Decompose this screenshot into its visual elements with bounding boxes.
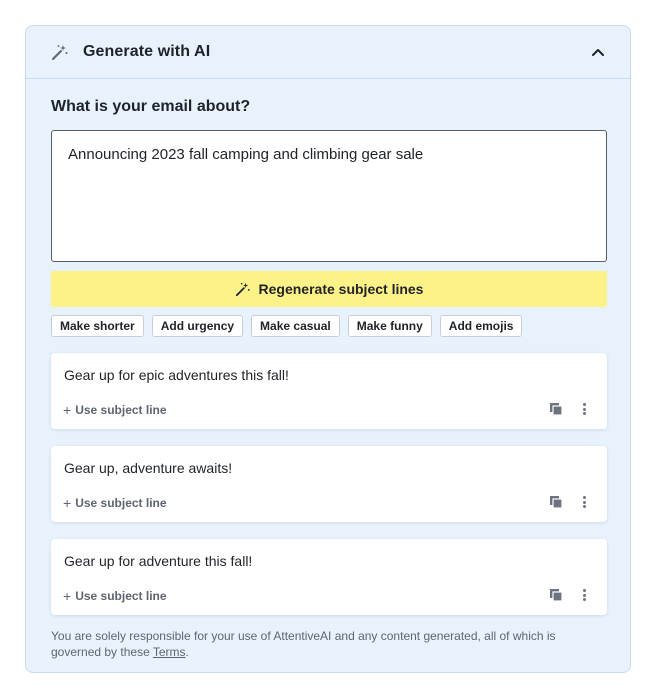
chip-add-urgency[interactable]: Add urgency bbox=[152, 315, 243, 337]
suggestion-card bbox=[51, 539, 607, 615]
copy-icon[interactable] bbox=[549, 402, 563, 416]
copy-icon[interactable] bbox=[549, 495, 563, 509]
magic-wand-icon bbox=[235, 281, 251, 297]
more-options-icon[interactable] bbox=[579, 494, 589, 510]
refine-chips bbox=[51, 315, 605, 337]
panel-body bbox=[26, 98, 630, 660]
use-subject-line-label: Use subject line bbox=[75, 403, 167, 417]
panel-title: Generate with AI bbox=[83, 43, 211, 60]
suggestion-text: Gear up for adventure this fall! bbox=[64, 553, 253, 569]
panel-header[interactable] bbox=[26, 26, 630, 79]
prompt-textarea[interactable]: Announcing 2023 fall camping and climbing gear sale bbox=[51, 130, 607, 262]
plus-icon: + bbox=[63, 588, 72, 604]
suggestion-text: Gear up for epic adventures this fall! bbox=[64, 367, 289, 383]
use-subject-line-button[interactable] bbox=[63, 402, 167, 418]
chip-make-casual[interactable]: Make casual bbox=[251, 315, 340, 337]
suggestion-card bbox=[51, 446, 607, 522]
chip-add-emojis[interactable]: Add emojis bbox=[440, 315, 523, 337]
prompt-label: What is your email about? bbox=[51, 98, 251, 115]
more-options-icon[interactable] bbox=[579, 401, 589, 417]
regenerate-subject-lines-button[interactable] bbox=[51, 271, 607, 307]
regenerate-label: Regenerate subject lines bbox=[258, 281, 424, 297]
use-subject-line-label: Use subject line bbox=[75, 589, 167, 603]
use-subject-line-button[interactable] bbox=[63, 588, 167, 604]
magic-wand-icon bbox=[51, 43, 69, 61]
chevron-up-icon[interactable] bbox=[590, 44, 606, 60]
copy-icon[interactable] bbox=[549, 588, 563, 602]
chip-make-funny[interactable]: Make funny bbox=[348, 315, 432, 337]
suggestion-card bbox=[51, 353, 607, 429]
more-options-icon[interactable] bbox=[579, 587, 589, 603]
use-subject-line-button[interactable] bbox=[63, 495, 167, 511]
chip-make-shorter[interactable]: Make shorter bbox=[51, 315, 144, 337]
disclaimer-text bbox=[51, 628, 607, 660]
plus-icon: + bbox=[63, 495, 72, 511]
suggestion-text: Gear up, adventure awaits! bbox=[64, 460, 233, 476]
disclaimer-end: . bbox=[185, 645, 189, 659]
use-subject-line-label: Use subject line bbox=[75, 496, 167, 510]
ai-generate-panel bbox=[25, 25, 631, 673]
terms-link[interactable]: Terms bbox=[152, 645, 186, 659]
disclaimer-body: You are solely responsible for your use of AttentiveAI and any content generated, all of which is governed by these bbox=[51, 629, 556, 659]
plus-icon: + bbox=[63, 402, 72, 418]
